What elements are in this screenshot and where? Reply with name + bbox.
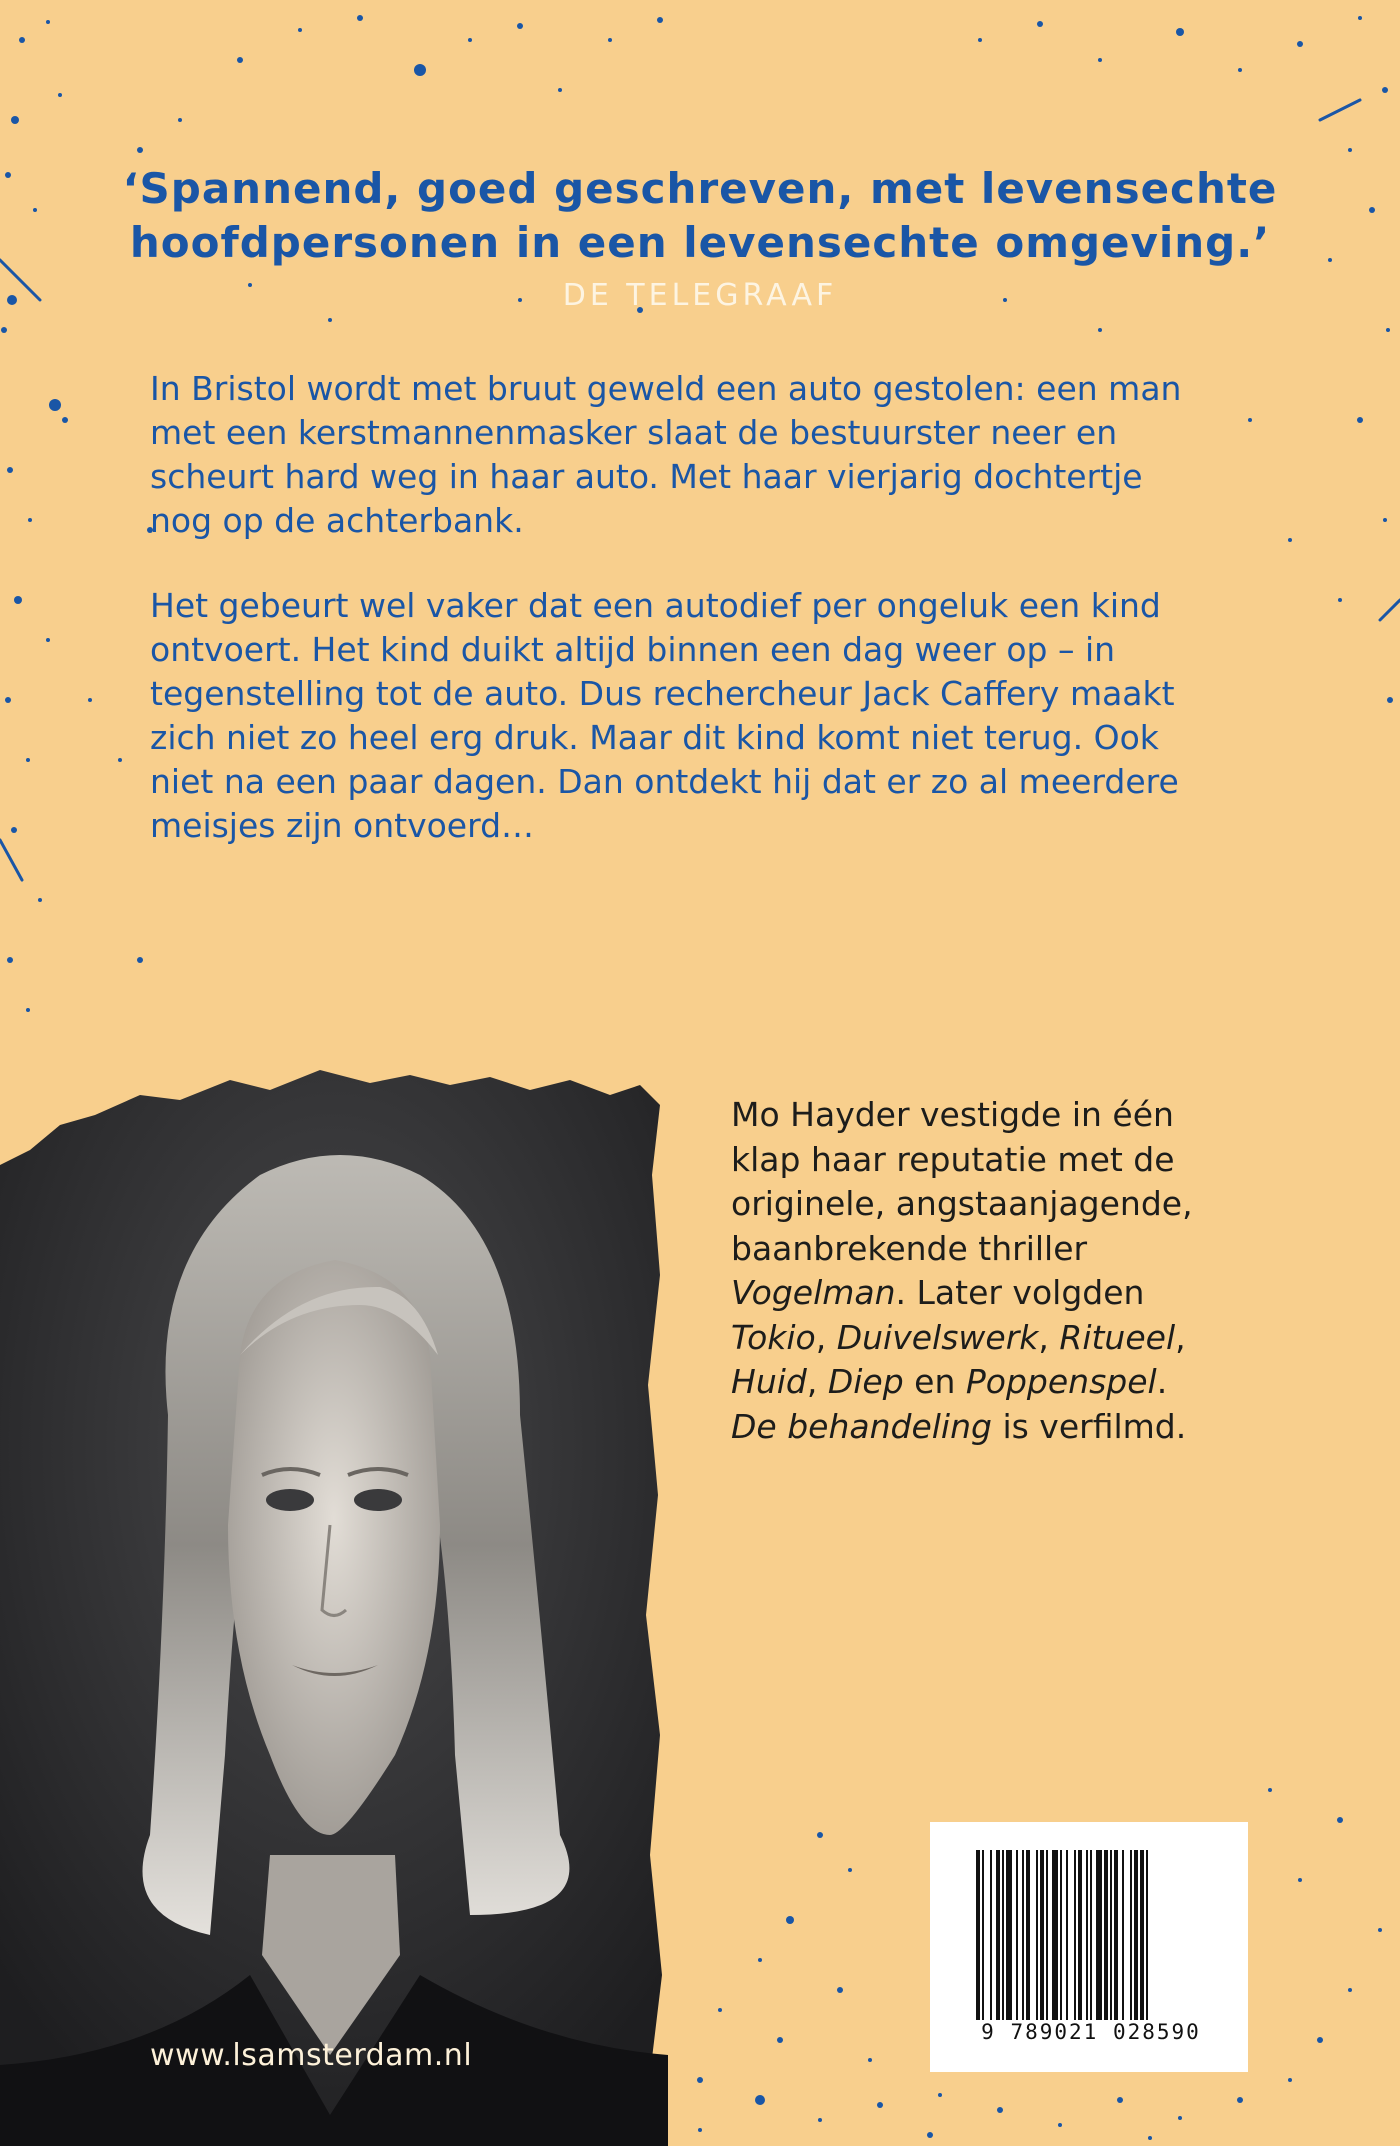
- book-title: Vogelman: [731, 1273, 896, 1312]
- barcode-bar: [1060, 1850, 1062, 2020]
- author-bio: [731, 1093, 1251, 1449]
- barcode-bar: [1040, 1850, 1044, 2020]
- bio-line: [731, 1405, 1251, 1450]
- blurb-line: niet na een paar dagen. Dan ontdekt hij dat er zo al meerdere: [150, 762, 1179, 801]
- blurb-line: tegenstelling tot de auto. Dus rechercheur Jack Caffery maakt: [150, 674, 1175, 713]
- bio-line: baanbrekende thriller: [731, 1228, 1088, 1268]
- barcode-bar: [1026, 1850, 1030, 2020]
- barcode-bar: [1122, 1850, 1124, 2020]
- bio-text: en: [903, 1362, 966, 1401]
- review-quote-line-1: ‘Spannend, goed geschreven, met levensechte: [122, 164, 1278, 213]
- barcode-bar: [1130, 1850, 1132, 2020]
- barcode: [930, 1822, 1248, 2072]
- publisher-website[interactable]: www.lsamsterdam.nl: [150, 2038, 473, 2073]
- blurb-line: zich niet zo heel erg druk. Maar dit kind komt niet terug. Ook: [150, 718, 1159, 757]
- barcode-bar: [1086, 1850, 1088, 2020]
- blurb-line: In Bristol wordt met bruut geweld een auto gestolen: een man: [150, 369, 1182, 408]
- blurb-line: ontvoert. Het kind duikt altijd binnen een dag weer op – in: [150, 630, 1116, 669]
- bio-line: Mo Hayder vestigde in één: [731, 1095, 1174, 1134]
- book-title: Diep: [827, 1362, 904, 1401]
- book-title: Duivelswerk: [836, 1317, 1039, 1357]
- barcode-bar: [1006, 1850, 1012, 2020]
- blurb-line: scheurt hard weg in haar auto. Met haar vierjarig dochtertje: [150, 457, 1143, 496]
- barcode-bar: [1078, 1850, 1082, 2020]
- review-source: DE TELEGRAAF: [562, 278, 838, 313]
- barcode-bar: [1066, 1850, 1068, 2020]
- isbn-number: 9 789021 028590: [981, 2020, 1201, 2044]
- barcode-bar: [1036, 1850, 1038, 2020]
- barcode-bar: [1110, 1850, 1112, 2020]
- author-photo: [0, 1055, 668, 2146]
- barcode-bar: [1016, 1850, 1018, 2020]
- blurb-line: meisjes zijn ontvoerd…: [150, 806, 535, 845]
- review-quote: [120, 162, 1280, 270]
- barcode-bar: [990, 1850, 992, 2020]
- bio-line: klap haar reputatie met de: [731, 1139, 1175, 1179]
- barcode-bar: [1146, 1850, 1148, 2020]
- book-title: Poppenspel: [965, 1362, 1157, 1401]
- barcode-bar: [1022, 1850, 1024, 2020]
- barcode-bar: [1002, 1850, 1004, 2020]
- barcode-bar: [1074, 1850, 1076, 2020]
- book-title: Huid: [731, 1362, 807, 1401]
- barcode-bar: [1096, 1850, 1102, 2020]
- barcode-bar: [1114, 1850, 1118, 2020]
- bio-text: . Later volgden: [895, 1273, 1145, 1312]
- book-title: Tokio: [731, 1317, 816, 1357]
- barcode-bar: [982, 1850, 984, 2020]
- barcode-bar: [976, 1850, 980, 2020]
- barcode-bar: [996, 1850, 1000, 2020]
- blurb-line: met een kerstmannenmasker slaat de bestuurster neer en: [150, 413, 1118, 452]
- blurb-paragraph-1: [150, 367, 1270, 543]
- blurb-line: Het gebeurt wel vaker dat een autodief per ongeluk een kind: [150, 586, 1161, 625]
- author-portrait-icon: [0, 1055, 668, 2146]
- bio-text: is verfilmd.: [991, 1406, 1187, 1446]
- barcode-bar: [1052, 1850, 1058, 2020]
- barcode-bar: [1090, 1850, 1092, 2020]
- barcode-bar: [1104, 1850, 1108, 2020]
- barcode-bar: [1134, 1850, 1138, 2020]
- bio-line: originele, angstaanjagende,: [731, 1184, 1193, 1223]
- bio-line: Tokio, Duivelswerk, Ritueel,: [731, 1317, 1186, 1357]
- barcode-bar: [1140, 1850, 1144, 2020]
- blurb-line: nog op de achterbank.: [150, 501, 524, 540]
- book-title: Ritueel: [1059, 1317, 1176, 1357]
- bio-line: [731, 1271, 1251, 1316]
- barcode-bar: [1046, 1850, 1048, 2020]
- review-quote-line-2: hoofdpersonen in een levensechte omgeving.’: [129, 218, 1271, 267]
- barcode-icon: [976, 1850, 1206, 2020]
- book-title: De behandeling: [731, 1406, 992, 1446]
- bio-line: Huid, Diep en Poppenspel.: [731, 1362, 1168, 1401]
- blurb-paragraph-2: [150, 584, 1270, 848]
